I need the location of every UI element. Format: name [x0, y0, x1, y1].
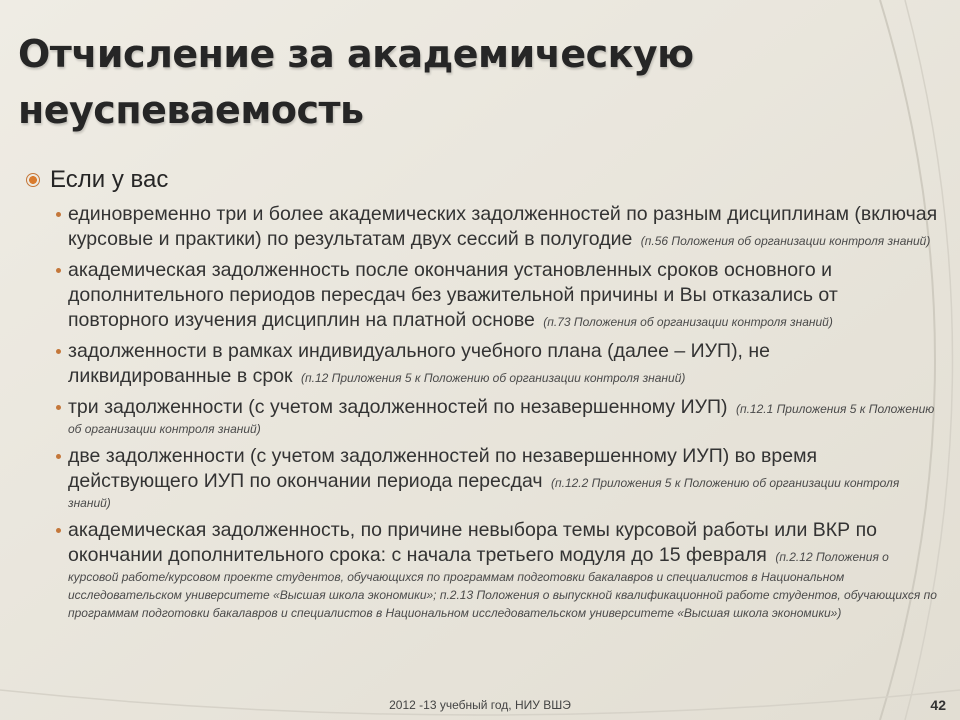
- list-item: [56, 518, 938, 622]
- slide-title-line-1: Отчисление за академическую: [18, 32, 694, 76]
- page-number: 42: [930, 697, 946, 713]
- slide-footer: 2012 -13 учебный год, НИУ ВШЭ: [389, 698, 571, 712]
- list-item: [56, 395, 938, 438]
- list-item: [56, 444, 938, 512]
- dot-bullet-icon: [56, 454, 61, 459]
- slide-title: [18, 26, 778, 138]
- dot-bullet-icon: [56, 528, 61, 533]
- list-item: [56, 339, 938, 389]
- dot-bullet-icon: [56, 212, 61, 217]
- item-reference: (п.12.1 Приложения 5 к Положению об организации контроля знаний): [68, 402, 935, 436]
- conditions-list: [26, 202, 938, 622]
- item-text: три задолженности (с учетом задолженностей по незавершенному ИУП): [68, 396, 728, 418]
- item-text: две задолженности (с учетом задолженностей по незавершенному ИУП) во время действующего ИУП по окончании периода пересдач: [68, 445, 818, 492]
- circle-bullet-icon: [26, 173, 40, 187]
- slide-title-line-2: неуспеваемость: [18, 88, 364, 132]
- item-text: академическая задолженность после окончания установленных сроков основного и дополнительного периодов пересдач без уважительной причины и Вы отказались от повторного изучения дисциплин на платной основе: [68, 259, 838, 331]
- item-reference: (п.2.12 Положения о курсовой работе/курсовом проекте студентов, обучающихся по программам подготовки бакалавров и специалистов в Национальном исследовательском университете «Высшая школа экономики»; п.2.13 Положения о выпускной квалификационной работе студентов, обучающихся по программам подготовки бакалавров и специалистов в Национальном исследовательском университете «Высшая школа экономики»): [68, 550, 937, 620]
- list-item: [56, 202, 938, 252]
- item-reference: (п.12 Приложения 5 к Положению об организации контроля знаний): [301, 371, 686, 385]
- item-reference: (п.73 Положения об организации контроля знаний): [543, 315, 833, 329]
- item-reference: (п.12.2 Приложения 5 к Положению об организации контроля знаний): [68, 476, 900, 510]
- item-text: единовременно три и более академических задолженностей по разным дисциплинам (включая курсовые и практики) по результатам двух сессий в полугодие: [68, 203, 938, 250]
- lead-bullet: [26, 164, 938, 196]
- dot-bullet-icon: [56, 405, 61, 410]
- dot-bullet-icon: [56, 268, 61, 273]
- item-text: задолженности в рамках индивидуального учебного плана (далее – ИУП), не ликвидированные в срок: [68, 340, 771, 387]
- item-text: академическая задолженность, по причине невыбора темы курсовой работы или ВКР по окончании дополнительного срока: с начала третьего модуля до 15 февраля: [68, 519, 877, 566]
- slide-content: [26, 164, 938, 628]
- lead-text: Если у вас: [50, 166, 169, 193]
- item-reference: (п.56 Положения об организации контроля знаний): [640, 234, 931, 248]
- list-item: [56, 258, 938, 333]
- dot-bullet-icon: [56, 349, 61, 354]
